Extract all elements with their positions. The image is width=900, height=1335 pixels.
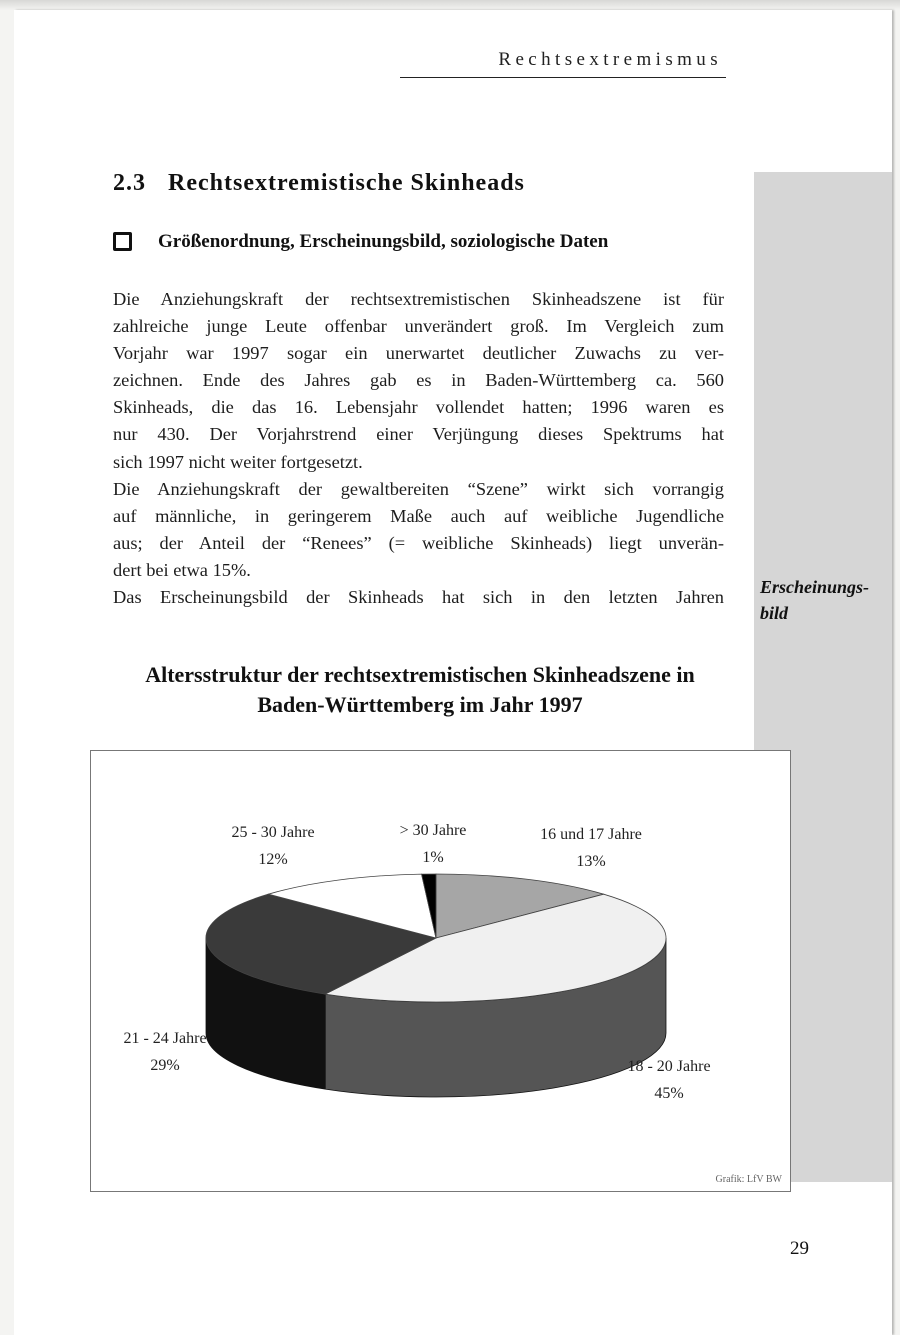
- slice-label-value: 1%: [422, 849, 444, 866]
- slice-label-value: 13%: [576, 853, 606, 870]
- slice-label-25-30: [213, 819, 333, 873]
- scan-edge: [0, 0, 900, 10]
- chart-credit: Grafik: LfV BW: [715, 1174, 782, 1185]
- slice-label-value: 29%: [150, 1057, 180, 1074]
- body-line: aus; der Anteil der “Renees” (= weibliche Skinheads) liegt unverän-: [113, 532, 724, 553]
- body-line: zeichnen. Ende des Jahres gab es in Baden-Württemberg ca. 560: [113, 370, 724, 391]
- slice-label-18-20: [609, 1053, 729, 1107]
- checkbox-icon: [113, 232, 132, 251]
- body-line: Die Anziehungskraft der gewaltbereiten “Szene” wirkt sich vorrangig: [113, 478, 724, 499]
- running-head: Rechtsextremismus: [498, 49, 722, 70]
- body-text: [113, 286, 724, 611]
- pie-slices: [206, 874, 666, 1002]
- chart-title-line: Altersstruktur der rechtsextremistischen Skinheadszene in: [145, 662, 695, 687]
- section-number: 2.3: [113, 170, 146, 196]
- slice-label-name: 21 - 24 Jahre: [123, 1030, 207, 1047]
- slice-label-value: 12%: [258, 851, 288, 868]
- body-line: dert bei etwa 15%.: [113, 559, 251, 580]
- body-line: Das Erscheinungsbild der Skinheads hat sich in den letzten Jahren: [113, 587, 724, 608]
- slice-label-name: 25 - 30 Jahre: [231, 824, 315, 841]
- slice-label-value: 45%: [654, 1085, 684, 1102]
- body-line: Die Anziehungskraft der rechtsextremistischen Skinheadszene ist für: [113, 289, 724, 309]
- header-rule: [400, 77, 726, 78]
- pie-chart: [90, 750, 791, 1192]
- body-line: Vorjahr war 1997 sogar ein unerwartet deutlicher Zuwachs zu ver-: [113, 343, 724, 364]
- slice-label-name: 18 - 20 Jahre: [627, 1058, 711, 1075]
- slice-label-name: 16 und 17 Jahre: [540, 826, 642, 843]
- section-title: Rechtsextremistische Skinheads: [168, 170, 525, 196]
- body-line: Skinheads, die das 16. Lebensjahr vollendet hatten; 1996 waren es: [113, 397, 724, 418]
- slice-label-name: > 30 Jahre: [399, 822, 467, 839]
- slice-label-21-24: [105, 1025, 225, 1079]
- chart-title-line: Baden-Württemberg im Jahr 1997: [257, 692, 583, 717]
- section-heading: [113, 170, 525, 197]
- subsection-title: Größenordnung, Erscheinungsbild, soziologische Daten: [158, 231, 609, 252]
- page-number: 29: [790, 1238, 809, 1259]
- body-line: sich 1997 nicht weiter fortgesetzt.: [113, 451, 363, 472]
- margin-note-line: Erscheinungs-: [760, 577, 870, 597]
- body-line: auf männliche, in geringerem Maße auch auf weibliche Jugendliche: [113, 505, 724, 526]
- slice-label-over-30: [373, 817, 493, 871]
- chart-title: [100, 660, 740, 720]
- slice-label-16-17: [511, 821, 671, 875]
- margin-note: [760, 574, 869, 626]
- margin-note-line: bild: [760, 603, 789, 623]
- body-line: zahlreiche junge Leute offenbar unverändert groß. Im Vergleich zum: [113, 316, 724, 337]
- body-line: nur 430. Der Vorjahrstrend einer Verjüngung dieses Spektrums hat: [113, 424, 724, 445]
